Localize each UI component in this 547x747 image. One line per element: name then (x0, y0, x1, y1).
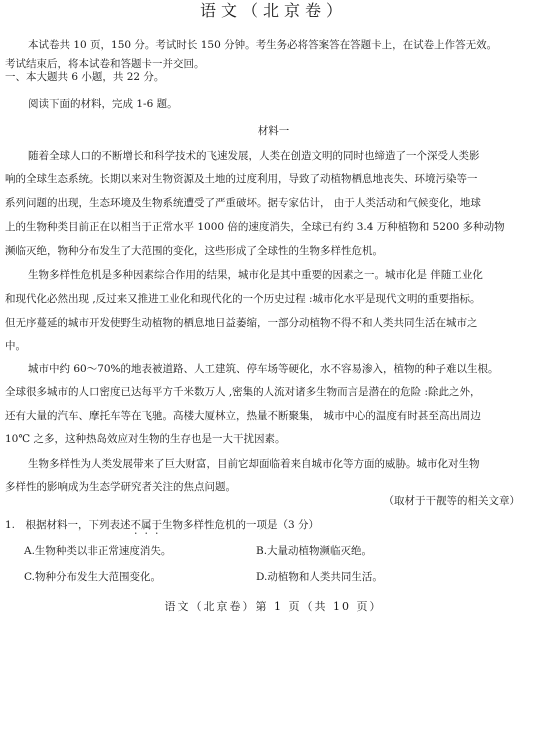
question-stem-text: 生物多样性危机的一项是（3 分） (162, 519, 320, 531)
passage-line: 但无序蔓延的城市开发使野生动植物的栖息地日益萎缩，一部分动植物不得不和人类共同生活在城市之 (5, 317, 478, 329)
passage-line: 城市中约 60～70%的地表被道路、人工建筑、停车场等硬化，水不容易渗入，植物的种子难以生根。 (28, 363, 499, 375)
intro-line-1: 本试卷共 10 页，150 分。考试时长 150 分钟。考生务必将答案答在答题卡上，在试卷上作答无效。 (28, 39, 498, 51)
passage-line: 响的全球生态系统。长期以来对生物资源及土地的过度利用，导致了动植物栖息地丧失、环境污染等一 (5, 173, 478, 185)
passage-line: 生物多样性为人类发展带来了巨大财富，目前它却面临着来自城市化等方面的威胁。城市化对生物 (28, 458, 480, 470)
passage-line: 上的生物种类目前正在以相当于正常水平 1000 倍的速度消失，全球已有约 3.4 万种植物和 5200 多种动物 (5, 221, 505, 233)
passage-line: 多样性的影响成为生态学研究者关注的焦点问题。 (5, 481, 236, 493)
section-heading: 一、本大题共 6 小题，共 22 分。 (5, 71, 165, 83)
question-stem-text: 1. 根据材料一，下列表述 (5, 519, 131, 531)
passage-line: 生物多样性危机是多种因素综合作用的结果，城市化是其中重要的因素之一。城市化是 伴随工业化 (28, 269, 483, 281)
passage-line: 和现代化必然出现 ,反过来又推进工业化和现代化的一个历史过程 :城市化水平是现代文明的重要指标。 (5, 293, 481, 305)
material-title: 材料一 (257, 125, 290, 137)
passage-line: 10℃ 之多，这种热岛效应对生物的生存也是一大干扰因素。 (5, 433, 286, 445)
passage-line: 中。 (5, 340, 26, 352)
page-footer: 语文（北京卷）第 1 页（共 10 页） (164, 600, 383, 613)
passage-line: 系列问题的出现，生态环境及生物系统遭受了严重破坏。据专家估计， 由于人类活动和气候变化，地球 (5, 197, 481, 209)
question-1-stem (5, 518, 540, 537)
question-emphasis: 不属于 (130, 519, 163, 531)
passage-line: 濒临灭绝，物种分布发生了大范围的变化，这些形成了全球性的生物多样性危机。 (5, 245, 383, 257)
reading-instruction: 阅读下面的材料，完成 1-6 题。 (28, 98, 178, 110)
passage-line: 全球很多城市的人口密度已达每平方千米数万人 ,密集的人流对诸多生物而言是潜在的危险 :除此之外， (5, 386, 481, 398)
option-d: D.动植物和人类共同生活。 (256, 571, 383, 583)
passage-line: 还有大量的汽车、摩托车等在飞驰。高楼大厦林立，热量不断聚集， 城市中心的温度有时甚至高出周边 (5, 410, 481, 422)
page-title: 语文（北京卷） (199, 1, 347, 20)
option-b: B.大量动植物濒临灭绝。 (256, 545, 373, 557)
passage-line: 随着全球人口的不断增长和科学技术的飞速发展，人类在创造文明的同时也缔造了一个深受人类影 (28, 150, 480, 162)
intro-line-2: 考试结束后，将本试卷和答题卡一并交回。 (5, 58, 205, 70)
option-a: A.生物种类以非正常速度消失。 (24, 545, 172, 557)
option-c: C.物种分布发生大范围变化。 (24, 571, 161, 583)
source-citation: （取材于干靓等的相关文章） (383, 495, 520, 507)
